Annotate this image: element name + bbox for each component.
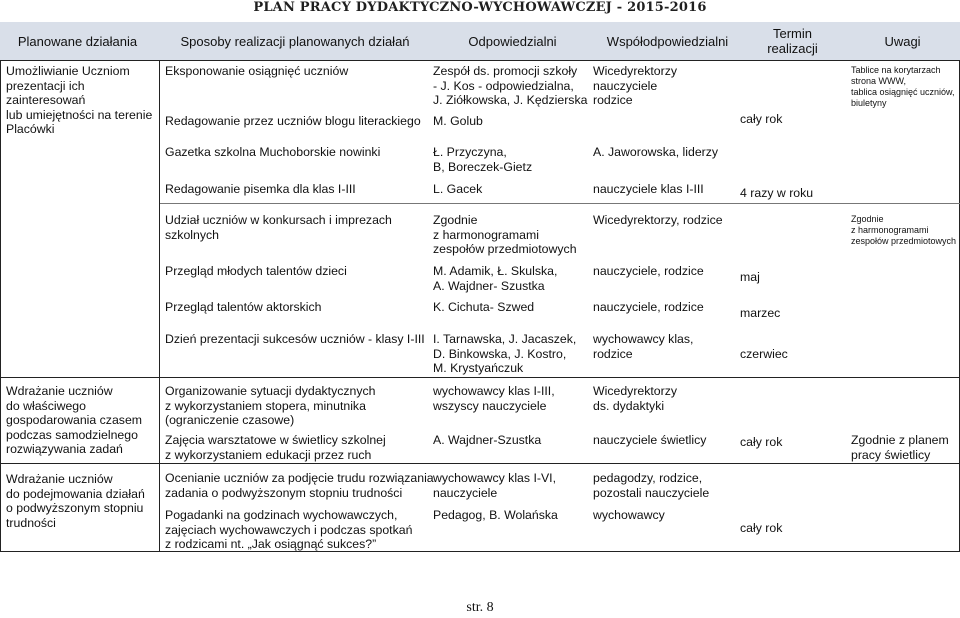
header-wspolodpowiedzialni: Współodpowiedzialni bbox=[606, 34, 729, 49]
resp-gacek: L. Gacek bbox=[433, 182, 483, 196]
header-planowane: Planowane działania bbox=[17, 34, 138, 49]
coresp-wicedyrektorzy-rodzice: Wicedyrektorzy, rodzice bbox=[593, 213, 723, 227]
action-przeglad-mlodych: Przegląd młodych talentów dzieci bbox=[165, 264, 347, 278]
term-caly-rok-1: cały rok bbox=[740, 112, 783, 126]
resp-wajdner: A. Wajdner-Szustka bbox=[433, 433, 542, 447]
coresp-wicedyrektorzy-dyd: Wicedyrektorzy ds. dydaktyki bbox=[593, 384, 678, 413]
goal-trudnosci: Wdrażanie uczniów do podejmowania działań o podwyższonym stopniu trudności bbox=[6, 472, 145, 530]
term-caly-rok-3: cały rok bbox=[740, 521, 783, 535]
action-eksponowanie: Eksponowanie osiągnięć uczniów bbox=[165, 64, 349, 78]
note-tablice: Tablice na korytarzach strona WWW, tablica osiągnięć uczniów, biuletyny bbox=[851, 65, 955, 108]
term-czerwiec: czerwiec bbox=[740, 347, 788, 361]
rule-header bbox=[0, 60, 960, 61]
header-sposoby: Sposoby realizacji planowanych działań bbox=[180, 34, 410, 49]
resp-cichuta: K. Cichuta- Szwed bbox=[433, 300, 535, 314]
action-dzien-prezentacji: Dzień prezentacji sukcesów uczniów - klasy I-III bbox=[165, 332, 425, 346]
resp-zgodnie: Zgodnie z harmonogramami zespołów przedmiotowych bbox=[433, 213, 577, 257]
action-organizowanie: Organizowanie sytuacji dydaktycznych z wykorzystaniem stopera, minutnika (ograniczenie czasowe) bbox=[165, 384, 376, 428]
header-termin: Termin realizacji bbox=[767, 26, 818, 56]
header-uwagi: Uwagi bbox=[884, 34, 921, 49]
coresp-wychowawcy-klas: wychowawcy klas, rodzice bbox=[593, 332, 694, 361]
coresp-nauczyciele-rodzice-2: nauczyciele, rodzice bbox=[593, 300, 704, 314]
resp-pedagog: Pedagog, B. Wolańska bbox=[433, 508, 558, 522]
coresp-pedagodzy: pedagodzy, rodzice, pozostali nauczyciele bbox=[593, 471, 710, 500]
rule-left bbox=[0, 60, 1, 551]
goal-prezentacja: Umożliwianie Uczniom prezentacji ich zainteresowań lub umiejętności na terenie Placówki bbox=[6, 64, 153, 137]
action-pisemko: Redagowanie pisemka dla klas I-III bbox=[165, 182, 356, 196]
rule-section-2 bbox=[0, 377, 960, 378]
coresp-nauczyciele-klas: nauczyciele klas I-III bbox=[593, 182, 704, 196]
action-ocenianie: Ocenianie uczniów za podjęcie trudu rozwiązania zadania o podwyższonym stopniu trudności bbox=[165, 471, 434, 500]
rule-section-3 bbox=[0, 463, 960, 464]
header-odpowiedzialni: Odpowiedzialni bbox=[468, 34, 557, 49]
resp-przyczyna: Ł. Przyczyna, B, Boreczek-Gietz bbox=[433, 145, 533, 174]
page-title: PLAN PRACY DYDAKTYCZNO-WYCHOWAWCZEJ - 2015-2016 bbox=[253, 0, 707, 15]
resp-zespol: Zespół ds. promocji szkoły - J. Kos - odpowiedzialna, J. Ziółkowska, J. Kędzierska bbox=[433, 64, 588, 108]
coresp-nauczyciele-swietlicy: nauczyciele świetlicy bbox=[593, 433, 707, 447]
page-number: str. 8 bbox=[466, 600, 494, 615]
term-maj: maj bbox=[740, 270, 760, 284]
note-zgodnie: Zgodnie z harmonogramami zespołów przedmiotowych bbox=[851, 214, 957, 246]
resp-tarnawska: I. Tarnawska, J. Jacaszek, D. Binkowska, J. Kostro, M. Krystyańczuk bbox=[433, 332, 577, 376]
note-zgodnie-z-planem: Zgodnie z planem pracy świetlicy bbox=[851, 433, 949, 462]
coresp-jaworowska: A. Jaworowska, liderzy bbox=[593, 145, 719, 159]
action-blog: Redagowanie przez uczniów blogu literackiego bbox=[165, 114, 421, 128]
resp-golub: M. Golub bbox=[433, 114, 483, 128]
action-zajecia: Zajęcia warsztatowe w świetlicy szkolnej z wykorzystaniem edukacji przez ruch bbox=[165, 433, 386, 462]
action-przeglad-aktorskich: Przegląd talentów aktorskich bbox=[165, 300, 322, 314]
term-marzec: marzec bbox=[740, 306, 781, 320]
coresp-wychowawcy: wychowawcy bbox=[593, 508, 665, 522]
action-pogadanki: Pogadanki na godzinach wychowawczych, zajęciach wychowawczych i podczas spotkań z rodzicami nt. „Jak osiągnąć sukces?” bbox=[165, 508, 413, 552]
action-gazetka: Gazetka szkolna Muchoborskie nowinki bbox=[165, 145, 381, 159]
term-caly-rok-2: cały rok bbox=[740, 435, 783, 449]
rule-mid bbox=[160, 203, 960, 204]
goal-gospodarowanie: Wdrażanie uczniów do właściwego gospodarowania czasem podczas samodzielnego rozwiązywania zadań bbox=[6, 384, 143, 457]
rule-col1 bbox=[159, 60, 160, 551]
resp-wychowawcy-16: wychowawcy klas I-VI, nauczyciele bbox=[433, 471, 556, 500]
resp-wychowawcy-klas-13: wychowawcy klas I-III, wszyscy nauczyciele bbox=[433, 384, 555, 413]
rule-bottom bbox=[0, 551, 960, 552]
coresp-nauczyciele-rodzice-1: nauczyciele, rodzice bbox=[593, 264, 704, 278]
action-udzial: Udział uczniów w konkursach i imprezach szkolnych bbox=[165, 213, 392, 242]
coresp-wicedyrektorzy: Wicedyrektorzy nauczyciele rodzice bbox=[593, 64, 678, 108]
term-4-razy: 4 razy w roku bbox=[740, 186, 814, 200]
resp-adamik: M. Adamik, Ł. Skulska, A. Wajdner- Szustka bbox=[433, 264, 558, 293]
